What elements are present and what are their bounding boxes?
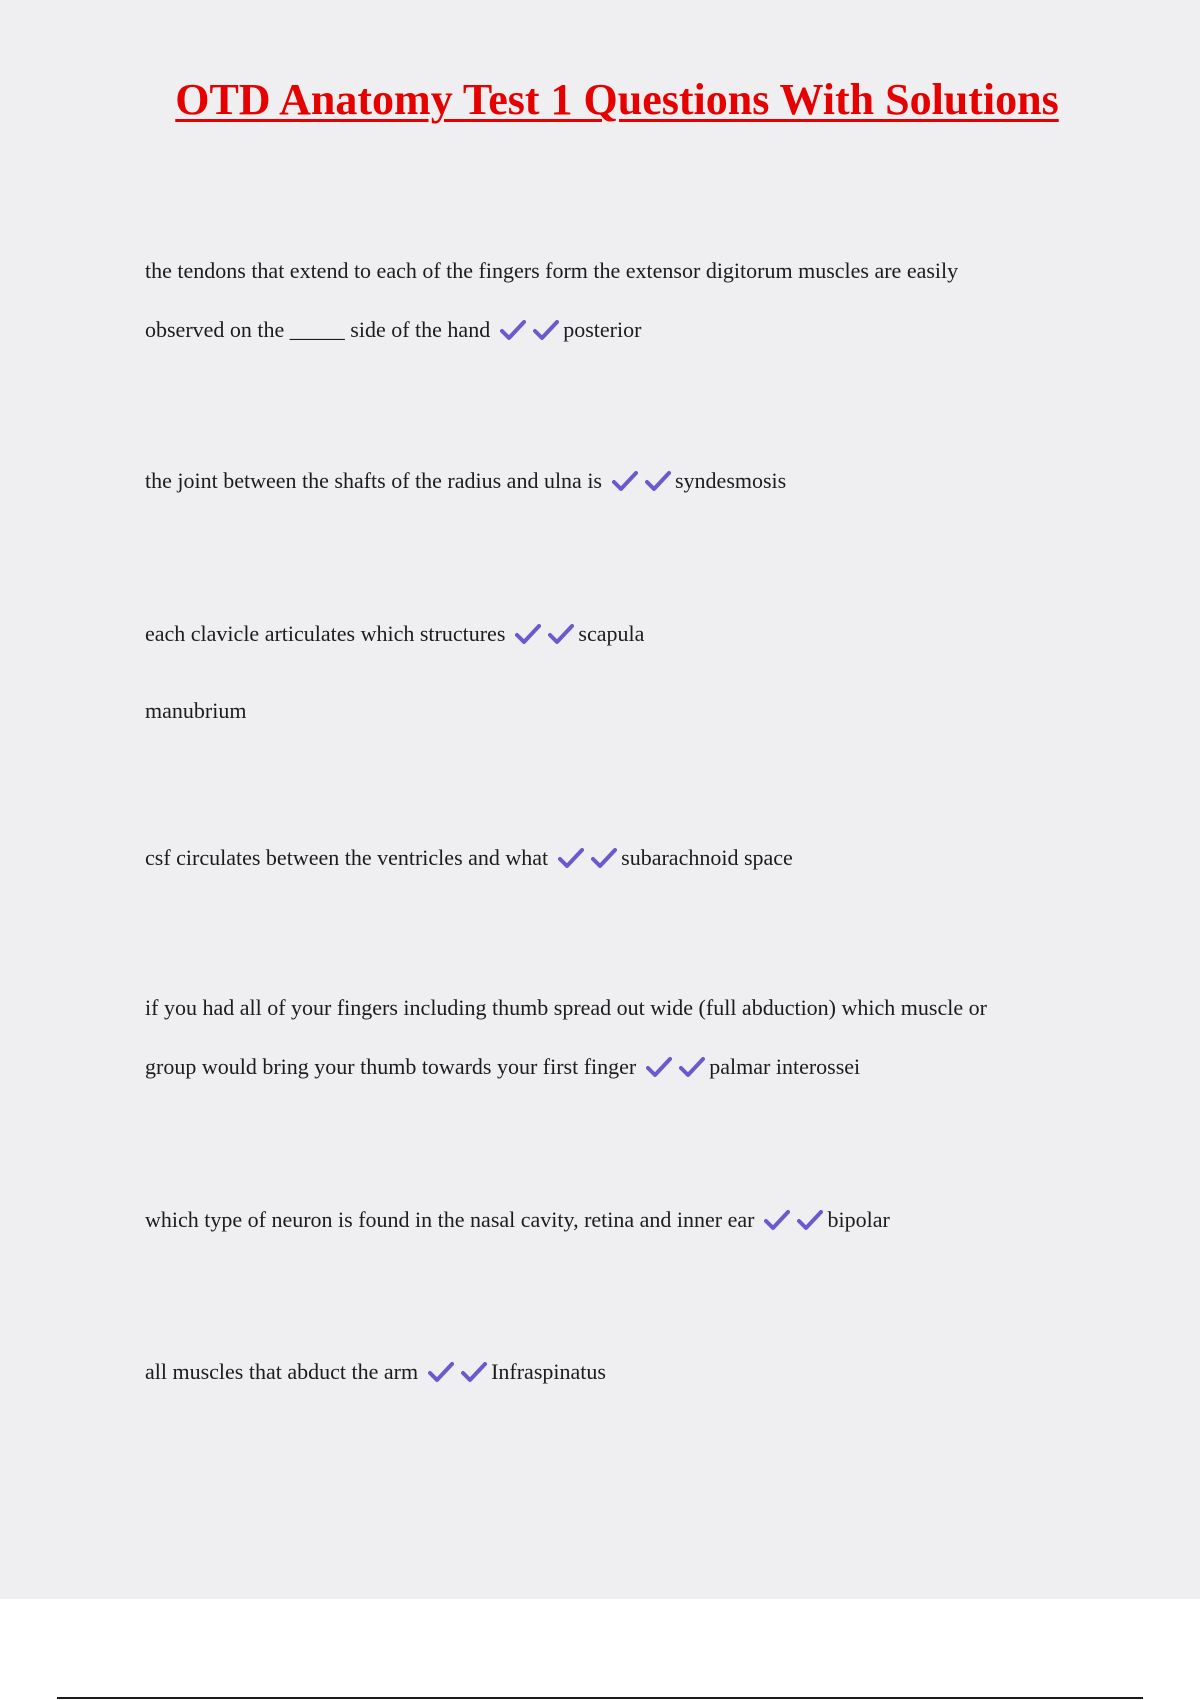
question-3-text: each clavicle articulates which structures (145, 621, 506, 646)
check-mark-icon (533, 319, 559, 341)
question-2-text: the joint between the shafts of the radius and ulna is (145, 468, 602, 493)
question-1-line-1: the tendons that extend to each of the fingers form the extensor digitorum muscles are easily (145, 258, 959, 283)
answer-marks (612, 470, 671, 500)
answer-5: palmar interossei (709, 1054, 861, 1079)
check-mark-icon (645, 470, 671, 492)
check-mark-icon (764, 1209, 790, 1231)
question-5-line-1: if you had all of your fingers including thumb spread out wide (full abduction) which muscle or (145, 995, 987, 1020)
check-mark-icon (500, 319, 526, 341)
answer-marks (515, 623, 574, 653)
footer-divider (57, 1697, 1143, 1699)
answer-4: subarachnoid space (621, 845, 793, 870)
question-7-text: all muscles that abduct the arm (145, 1359, 419, 1384)
question-2-line (145, 466, 786, 500)
question-6-text: which type of neuron is found in the nasal cavity, retina and inner ear (145, 1207, 755, 1232)
answer-marks (500, 319, 559, 349)
question-1-text: observed on the _____ side of the hand (145, 317, 491, 342)
answer-3: scapula (578, 621, 645, 646)
question-7-line (145, 1357, 606, 1391)
question-6-line (145, 1205, 890, 1239)
check-mark-icon (461, 1361, 487, 1383)
answer-1: posterior (563, 317, 642, 342)
answer-marks (646, 1056, 705, 1086)
question-4-line (145, 843, 793, 877)
check-mark-icon (646, 1056, 672, 1078)
document-title: OTD Anatomy Test 1 Questions With Solutions (175, 75, 1059, 124)
check-mark-icon (515, 623, 541, 645)
question-5-line-2 (145, 1052, 860, 1086)
check-mark-icon (797, 1209, 823, 1231)
answer-marks (428, 1361, 487, 1391)
check-mark-icon (591, 847, 617, 869)
answer-marks (558, 847, 617, 877)
question-3-line (145, 619, 644, 653)
answer-6: bipolar (827, 1207, 890, 1232)
answer-2: syndesmosis (675, 468, 787, 493)
question-1-line-2 (145, 315, 641, 349)
check-mark-icon (679, 1056, 705, 1078)
answer-3-line-2: manubrium (145, 698, 247, 723)
question-5-text: group would bring your thumb towards your first finger (145, 1054, 637, 1079)
check-mark-icon (428, 1361, 454, 1383)
answer-marks (764, 1209, 823, 1239)
check-mark-icon (612, 470, 638, 492)
question-4-text: csf circulates between the ventricles and what (145, 845, 549, 870)
answer-7: Infraspinatus (491, 1359, 606, 1384)
check-mark-icon (548, 623, 574, 645)
check-mark-icon (558, 847, 584, 869)
